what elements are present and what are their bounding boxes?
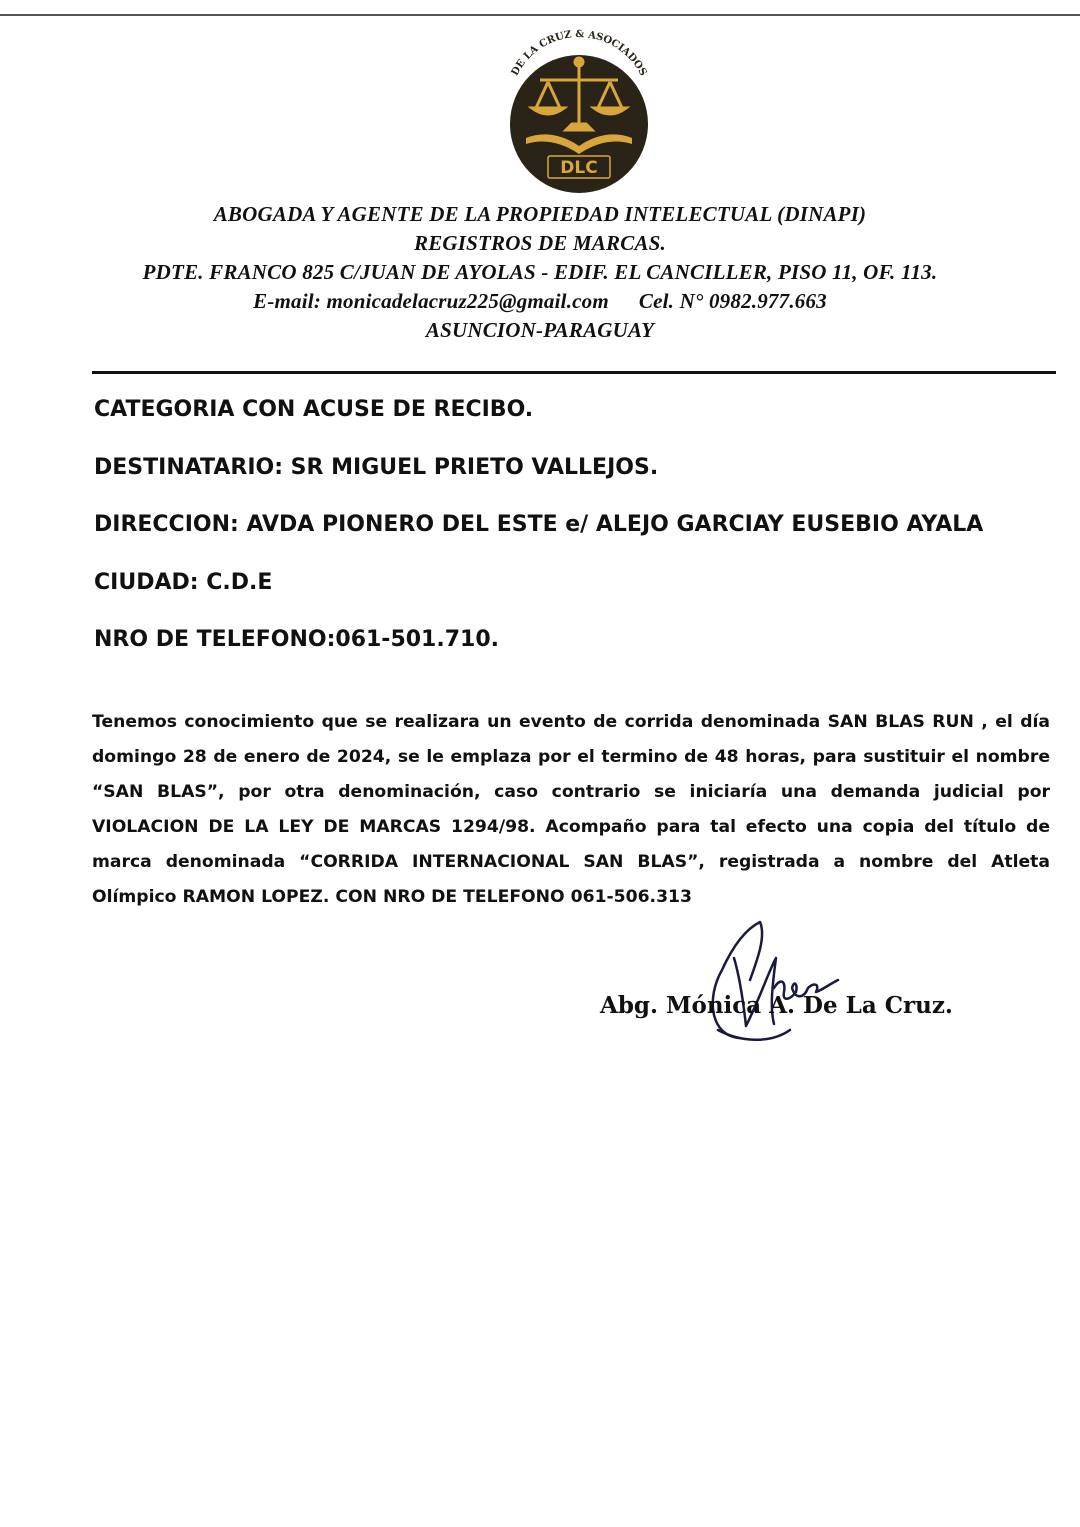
signatory-name: Abg. Mónica A. De La Cruz. xyxy=(600,992,953,1019)
header-email: E-mail: monicadelacruz225@gmail.com xyxy=(253,289,609,313)
field-telefono: NRO DE TELEFONO:061-501.710. xyxy=(94,627,500,652)
header-address: PDTE. FRANCO 825 C/JUAN DE AYOLAS - EDIF. EL CANCILLER, PISO 11, OF. 113. xyxy=(142,260,938,284)
letterhead xyxy=(0,200,1080,345)
field-destinatario: DESTINATARIO: SR MIGUEL PRIETO VALLEJOS. xyxy=(94,454,659,480)
logo-initials: DLC xyxy=(560,158,598,178)
top-border-line xyxy=(0,14,1080,16)
field-direccion: DIRECCION: AVDA PIONERO DEL ESTE e/ ALEJO GARCIAY EUSEBIO AYALA xyxy=(94,512,984,537)
header-contact xyxy=(0,287,1080,316)
field-categoria: CATEGORIA CON ACUSE DE RECIBO. xyxy=(94,397,534,422)
header-title: ABOGADA Y AGENTE DE LA PROPIEDAD INTELECTUAL (DINAPI) xyxy=(213,202,867,226)
handwritten-signature xyxy=(700,918,850,1058)
field-ciudad: CIUDAD: C.D.E xyxy=(94,569,273,595)
recipient-fields xyxy=(94,394,1054,682)
header-divider xyxy=(92,371,1056,374)
header-phone: Cel. N° 0982.977.663 xyxy=(638,289,827,313)
logo-firm-name: DE LA CRUZ & ASOCIADOS xyxy=(509,28,649,78)
header-subtitle: REGISTROS DE MARCAS. xyxy=(413,231,666,255)
letter-body: Tenemos conocimiento que se realizara un evento de corrida denominada SAN BLAS RUN , el día domingo 28 de enero de 2024, se le emplaza por el termino de 48 horas, para sustituir el nombre “SAN BLAS”, por otra denominación, caso contrario se iniciaría una demanda judicial por VIOLACION DE LA LEY DE MARCAS 1294/98. Acompaño para tal efecto una copia del título de marca denominada “CORRIDA INTERNACIONAL SAN BLAS”, registrada a nombre del Atleta Olímpico RAMON LOPEZ. CON NRO DE TELEFONO 061-506.313 xyxy=(92,712,1050,907)
header-city: ASUNCION-PARAGUAY xyxy=(425,318,655,342)
firm-logo xyxy=(496,24,662,194)
